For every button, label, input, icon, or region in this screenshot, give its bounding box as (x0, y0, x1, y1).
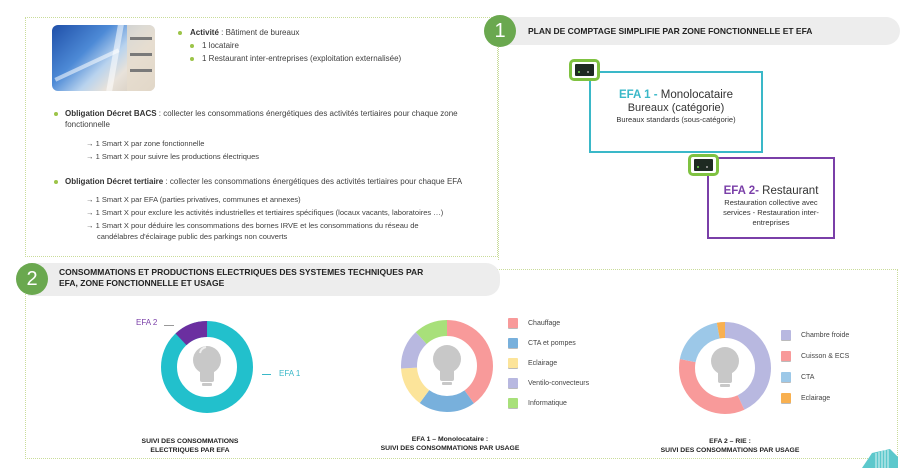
efa1-name: Monolocataire (657, 89, 733, 101)
section1-number-badge: 1 (484, 15, 516, 47)
bullet-icon (54, 112, 58, 116)
bacs-line (65, 108, 485, 119)
legend-label: Cuisson & ECS (801, 352, 850, 360)
activity-label: Activité (190, 28, 219, 37)
chart3-caption-line2: SUIVI DES CONSOMMATIONS PAR USAGE (660, 447, 800, 454)
efa1-box (589, 71, 763, 153)
chart1-caption (120, 437, 260, 455)
activity-value: : Bâtiment de bureaux (218, 28, 300, 37)
activity-line (190, 27, 299, 38)
legend-label: CTA (801, 373, 815, 381)
donut-chart-efa (160, 320, 254, 414)
swatch-icon (508, 378, 518, 388)
legend-item-chauffage (508, 318, 560, 328)
legend-item-eclairage-rie (781, 393, 830, 403)
lightbulb-icon (711, 347, 739, 387)
tertiaire-text: : collecter les consommations énergétiques des activités tertiaires pour chaque EFA (163, 177, 463, 186)
bacs-item: → 1 Smart X pour suivre les productions électriques (86, 152, 259, 161)
donut-chart-efa2-usage (677, 320, 773, 416)
efa2-line2: services - Restauration inter- (723, 208, 819, 217)
chart1-caption-line2: ELECTRIQUES PAR EFA (150, 447, 230, 454)
bullet-icon (190, 57, 194, 61)
efa1-category: Bureaux (catégorie) (627, 102, 725, 114)
chart1-caption-line1: SUIVI DES CONSOMMATIONS (141, 438, 239, 445)
tertiaire-item: → 1 Smart X pour déduire les consommations des bornes IRVE et les consommations du réseau de (86, 221, 419, 230)
efa2-title (709, 185, 833, 198)
chart3-caption-line1: EFA 2 – RIE : (709, 438, 751, 445)
chart2-caption-line2: SUIVI DES CONSOMMATIONS PAR USAGE (380, 445, 520, 452)
swatch-icon (508, 398, 518, 408)
chart1-leader-efa2 (164, 325, 174, 326)
bullet-icon (54, 180, 58, 184)
legend-item-eclairage (508, 358, 557, 368)
legend-item-ventilo (508, 378, 589, 388)
tertiaire-item-continued: candélabres d'éclairage public des parkings non couverts (97, 232, 288, 241)
section2-number-badge: 2 (16, 263, 48, 295)
legend-item-chambre-froide (781, 330, 849, 340)
section1-title: PLAN DE COMPTAGE SIMPLIFIE PAR ZONE FONCTIONNELLE ET EFA (528, 26, 813, 36)
section1-frame (498, 30, 499, 260)
legend-item-informatique (508, 398, 567, 408)
donut-chart-efa1-usage (399, 318, 495, 414)
legend-item-cta (781, 372, 814, 382)
swatch-icon (781, 351, 791, 361)
efa1-code: EFA 1 - (619, 89, 658, 101)
legend-label: Informatique (528, 399, 567, 407)
building-logo-icon (862, 443, 902, 468)
chart1-label-efa1: EFA 1 (279, 369, 301, 378)
efa2-line1: Restauration collective avec (724, 198, 818, 207)
tertiaire-line (65, 176, 495, 187)
legend-label: Eclairage (528, 359, 558, 367)
bacs-item: → 1 Smart X par zone fonctionnelle (86, 139, 205, 148)
chart2-caption (370, 435, 530, 453)
section2-title-line2: EFA, ZONE FONCTIONNELLE ET USAGE (59, 278, 225, 288)
bacs-label: Obligation Décret BACS (65, 109, 157, 118)
legend-label: Ventilo-convecteurs (528, 379, 590, 387)
efa1-title (591, 89, 761, 102)
efa2-name: Restaurant (758, 185, 819, 197)
swatch-icon (508, 338, 518, 348)
tertiaire-item: → 1 Smart X par EFA (parties privatives, communes et annexes) (86, 195, 301, 204)
lightbulb-icon (433, 345, 461, 385)
tertiaire-item: → 1 Smart X pour exclure les activités industrielles et tertiaires spécifiques (locaux vacants, laboratoires …) (86, 208, 444, 217)
swatch-icon (781, 372, 791, 382)
bacs-text-line2: fonctionnelle (65, 120, 110, 129)
swatch-icon (508, 358, 518, 368)
smart-meter-icon (688, 154, 719, 176)
section2-title-line1: CONSOMMATIONS ET PRODUCTIONS ELECTRIQUES DES SYSTEMES TECHNIQUES PAR (59, 267, 424, 277)
smart-meter-icon (569, 59, 600, 81)
legend-label: CTA et pompes (528, 339, 576, 347)
swatch-icon (781, 393, 791, 403)
swatch-icon (781, 330, 791, 340)
legend-label: Eclairage (801, 394, 831, 402)
efa2-code: EFA 2- (723, 185, 759, 197)
bullet-icon (178, 31, 182, 35)
swatch-icon (508, 318, 518, 328)
legend-item-cta-pompes (508, 338, 576, 348)
efa2-line3: entreprises (752, 218, 790, 227)
legend-label: Chauffage (528, 319, 561, 327)
efa1-subcategory: Bureaux standards (sous-catégorie) (616, 115, 736, 124)
chart2-caption-line1: EFA 1 – Monolocataire : (411, 436, 489, 443)
tertiaire-label: Obligation Décret tertiaire (65, 177, 164, 186)
activity-subitem: 1 Restaurant inter-entreprises (exploitation externalisée) (202, 54, 402, 63)
chart1-label-efa2: EFA 2 (136, 318, 158, 327)
legend-label: Chambre froide (801, 331, 850, 339)
efa2-box (707, 157, 835, 239)
bacs-text: : collecter les consommations énergétiques des activités tertiaires pour chaque zone (156, 109, 458, 118)
bullet-icon (190, 44, 194, 48)
chart1-leader-efa1 (262, 374, 271, 375)
building-photo (52, 25, 155, 91)
chart3-caption (640, 437, 820, 455)
lightbulb-icon (193, 346, 221, 386)
activity-subitem: 1 locataire (202, 41, 239, 50)
legend-item-cuisson-ecs (781, 351, 849, 361)
